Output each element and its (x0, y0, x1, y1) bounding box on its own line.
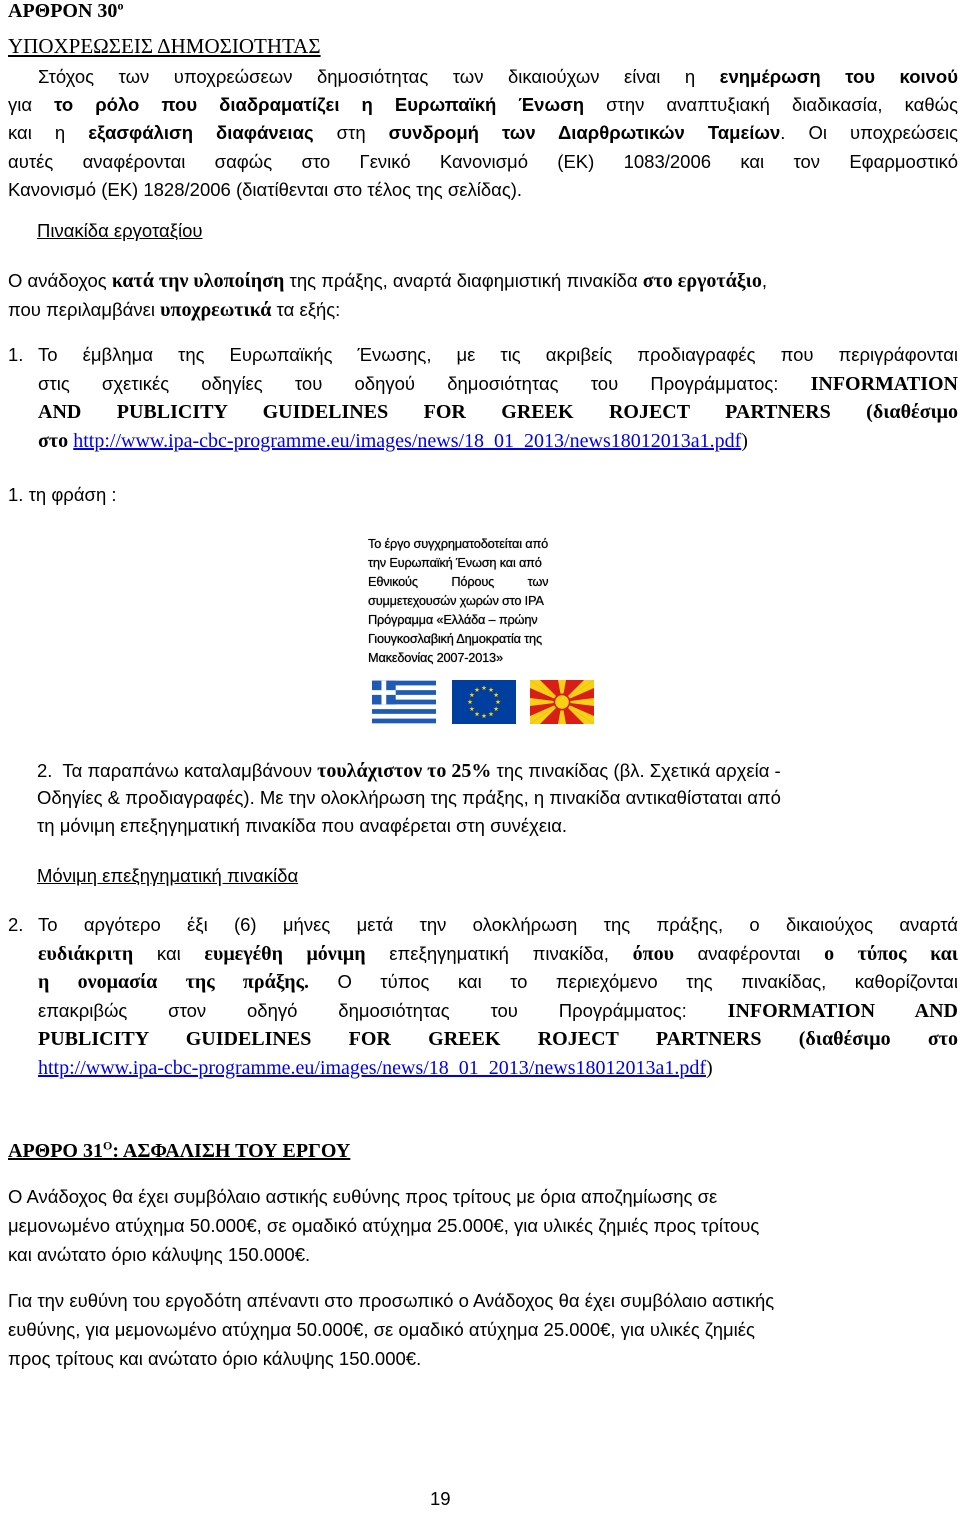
intro-text: στη (313, 122, 389, 143)
contractor-text: της πράξης, αναρτά διαφημιστική πινακίδα (284, 270, 643, 291)
intro-text: Στόχος των υποχρεώσεων δημοσιότητας των δικαιούχων είναι η (38, 66, 720, 87)
item3-line-1: Το αργότερο έξι (6) μήνες μετά την ολοκλήρωση της πράξης, ο δικαιούχος αναρτά (38, 914, 958, 935)
contractor-bold: υποχρεωτικά (160, 299, 272, 321)
article-31-title (8, 1140, 350, 1163)
greek-flag-icon (372, 680, 436, 724)
item3-text: επεξηγηματική πινακίδα, (365, 943, 633, 964)
intro-line-5: Κανονισμό (ΕΚ) 1828/2006 (διατίθενται στο τέλος της σελίδας). (8, 179, 523, 200)
contractor-text: , (761, 270, 768, 291)
article-31-title-text: ΑΡΘΡΟ 31 (8, 1140, 103, 1162)
logo-line: Μακεδονίας 2007-2013» (368, 650, 503, 665)
section-heading: ΥΠΟΧΡΕΩΣΕΙΣ ΔΗΜΟΣΙΟΤΗΤΑΣ (8, 34, 321, 58)
item3-text: αναφέρονται (673, 943, 825, 964)
list-number: 2. (37, 760, 53, 781)
logo-line: Γιουγκοσλαβική Δημοκρατία της (368, 631, 542, 646)
intro-bold: συνδρομή των Διαρθρωτικών Ταμείων (388, 122, 781, 143)
article-30-title-text: ΑΡΘΡΟΝ 30 (8, 0, 118, 22)
intro-line-4: αυτές αναφέρονται σαφώς στο Γενικό Κανονισμό (ΕΚ) 1083/2006 και τον Εφαρμοστικό (8, 151, 958, 172)
item1-line-4 (38, 430, 748, 453)
paragraph-line: Ο Ανάδοχος θα έχει συμβόλαιο αστικής ευθύνης προς τρίτους με όρια αποζημίωσης σε (8, 1186, 718, 1207)
intro-text: . Οι υποχρεώσεις (780, 122, 959, 143)
paragraph-line: και ανώτατο όριο κάλυψης 150.000€. (8, 1244, 311, 1265)
insurance-paragraph-1 (8, 1182, 759, 1269)
page-number: 19 (430, 1488, 451, 1509)
item1-line-2 (38, 373, 958, 396)
contractor-paragraph (8, 270, 958, 322)
paragraph-line: Για την ευθύνη του εργοδότη απέναντι στο προσωπικό ο Ανάδοχος θα έχει συμβόλαιο αστικής (8, 1290, 775, 1311)
intro-text: για (8, 94, 55, 115)
paragraph-line: ευθύνης, για μεμονωμένο ατύχημα 50.000€, σε ομαδικό ατύχημα 25.000€, για υλικές ζημιές (8, 1319, 755, 1340)
list-item-1b (8, 484, 117, 506)
item2-line-1 (37, 760, 957, 783)
intro-bold: το ρόλο που διαδραματίζει η Ευρωπαϊκή Ένωση (54, 94, 585, 115)
item1-line-1: Το έμβλημα της Ευρωπαϊκής Ένωσης, με τις ακριβείς προδιαγραφές που περιγράφονται (38, 344, 958, 365)
item3-line-2 (38, 943, 958, 966)
item3-bold: INFORMATION AND (727, 1000, 958, 1022)
list-item-2 (37, 760, 957, 837)
guidelines-link[interactable]: http://www.ipa-cbc-programme.eu/images/news/18_01_2013/news18012013a1.pdf (73, 430, 742, 452)
logo-line: Εθνικούς Πόρους των (368, 574, 549, 589)
intro-line-3 (8, 122, 958, 144)
contractor-bold: κατά την υλοποίηση (111, 270, 285, 292)
contractor-line-2 (8, 299, 958, 322)
intro-bold: ενημέρωση του κοινού (719, 66, 958, 87)
eu-flag-icon (452, 680, 516, 724)
intro-bold: εξασφάλιση διαφάνειας (88, 122, 314, 143)
publicity-logo (364, 532, 596, 724)
item3-bold: η ονομασία της πράξης. (38, 971, 310, 993)
item2-text: της πινακίδας (βλ. Σχετικά αρχεία - (491, 760, 781, 781)
paragraph-line: προς τρίτους και ανώτατο όριο κάλυψης 150.000€. (8, 1348, 422, 1369)
item3-bold: όπου (632, 943, 674, 965)
article-30-title-sup: ο (117, 0, 124, 13)
item1-text: ) (741, 430, 748, 452)
list-number: 2. (8, 914, 24, 935)
article-31-title-text: : ΑΣΦΑΛΙΣΗ ΤΟΥ ΕΡΓΟΥ (112, 1140, 351, 1162)
list-text: τη φράση : (28, 484, 117, 505)
item1-line-3: AND PUBLICITY GUIDELINES FOR GREEK ROJECT PARTNERS (διαθέσιμο (38, 401, 958, 423)
intro-text: και η (8, 122, 89, 143)
item1-bold: στο (38, 430, 69, 452)
item3-line-3 (38, 971, 958, 994)
item3-text: επακριβώς στον οδηγό δημοσιότητας του Προγράμματος: (38, 1000, 728, 1021)
intro-line-1 (38, 66, 958, 88)
guidelines-link[interactable]: http://www.ipa-cbc-programme.eu/images/news/18_01_2013/news18012013a1.pdf (38, 1057, 707, 1079)
macedonia-flag-icon (530, 680, 594, 724)
item3-bold: ευμεγέθη μόνιμη (204, 943, 366, 965)
item3-line-6 (38, 1057, 713, 1080)
item3-bold: ευδιάκριτη (38, 943, 134, 965)
item3-text: Ο τύπος και το περιεχόμενο της πινακίδας, καθορίζονται (309, 971, 958, 992)
item3-text: ) (706, 1057, 713, 1079)
paragraph-line: μεμονωμένο ατύχημα 50.000€, σε ομαδικό ατύχημα 25.000€, για υλικές ζημιές προς τρίτους (8, 1215, 760, 1236)
article-30-title (8, 0, 123, 23)
contractor-line-1 (8, 270, 958, 293)
intro-line-2 (8, 94, 958, 116)
logo-line: Πρόγραμμα «Ελλάδα – πρώην (368, 612, 538, 627)
item2-text: Τα παραπάνω καταλαμβάνουν (62, 760, 318, 781)
sign-heading: Πινακίδα εργοταξίου (37, 220, 203, 241)
intro-text: στην αναπτυξιακή διαδικασία, καθώς (584, 94, 958, 115)
logo-line: Το έργο συγχρηματοδοτείται από (368, 536, 548, 551)
item2-bold: τουλάχιστον το 25% (317, 760, 492, 782)
article-31-title-sup: Ο (103, 1138, 113, 1153)
item1-text: στις σχετικές οδηγίες του οδηγού δημοσιότητας του Προγράμματος: (38, 373, 811, 394)
item2-line-2: Οδηγίες & προδιαγραφές). Με την ολοκλήρωση της πράξης, η πινακίδα αντικαθίσταται από (37, 787, 781, 808)
logo-line: την Ευρωπαϊκή Ένωση και από (368, 555, 542, 570)
item3-line-5: PUBLICITY GUIDELINES FOR GREEK ROJECT PARTNERS (διαθέσιμο στο (38, 1028, 958, 1050)
item1-bold: INFORMATION (810, 373, 958, 395)
item3-text: και (133, 943, 205, 964)
item3-bold: ο τύπος και (824, 943, 959, 965)
list-number: 1. (8, 344, 24, 365)
contractor-text: που περιλαμβάνει (8, 299, 161, 320)
list-number: 1. (8, 484, 24, 505)
contractor-text: τα εξής: (271, 299, 341, 320)
contractor-bold: στο εργοτάξιο (642, 270, 762, 292)
item3-line-4 (38, 1000, 958, 1023)
item2-line-3: τη μόνιμη επεξηγηματική πινακίδα που αναφέρεται στη συνέχεια. (37, 815, 568, 836)
logo-text (368, 534, 594, 667)
contractor-text: Ο ανάδοχος (8, 270, 112, 291)
insurance-paragraph-2 (8, 1286, 774, 1373)
logo-line: συμμετεχουσών χωρών στο ΙΡΑ (368, 593, 544, 608)
permanent-sign-heading: Μόνιμη επεξηγηματική πινακίδα (37, 865, 299, 886)
